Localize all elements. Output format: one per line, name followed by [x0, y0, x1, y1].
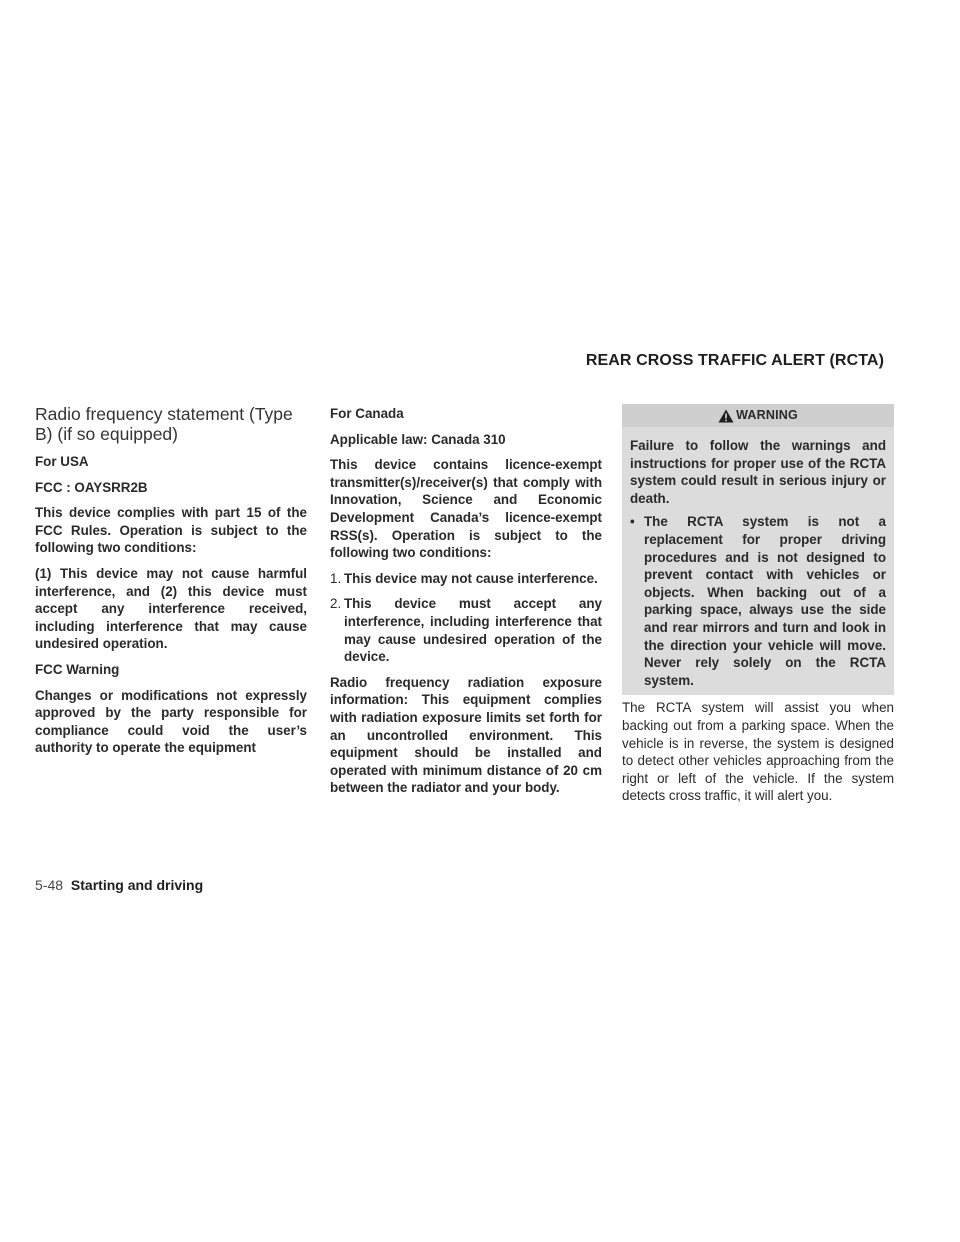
list-text: This device must accept any interference, including interference that may cause undesired operation of the device.: [344, 596, 602, 665]
subsection-title: Radio frequency statement (Type B) (if so equipped): [35, 404, 293, 444]
warning-text: Failure to follow the warnings and instructions for proper use of the RCTA system could result in serious injury or death.: [630, 438, 886, 506]
warning-bullet-text: The RCTA system is not a replacement for proper driving procedures and is not designed to prevent contact with vehicles or objects. When backing out of a parking space, always use the side and rear mirrors and turn and look in the direction your vehicle will move. Never rely solely on the RCTA system.: [644, 514, 886, 688]
for-usa-heading: For USA: [35, 454, 89, 469]
warning-box: [622, 404, 894, 695]
fcc-id: FCC : OAYSRR2B: [35, 479, 148, 495]
footer-section: Starting and driving: [70, 877, 204, 893]
for-canada-heading: For Canada: [330, 406, 404, 421]
page-footer: [35, 877, 203, 893]
conditions-statement: (1) This device may not cause harmful interference, and (2) this device must accept any interference received, including interference that may cause undesired operation.: [35, 565, 307, 652]
exposure-statement: Radio frequency radiation exposure information: This equipment complies with radiation exposure limits set forth for an uncontrolled environment. This equipment should be installed and operated with minimum distance of 20 cm between the radiator and your body.: [330, 674, 602, 796]
compliance-statement: This device complies with part 15 of the FCC Rules. Operation is subject to the following two conditions:: [35, 505, 307, 556]
warning-title: WARNING: [736, 407, 798, 422]
changes-statement: Changes or modifications not expressly approved by the party responsible for compliance could void the user’s authority to operate the equipment: [35, 687, 307, 756]
list-text: This device may not cause interference.: [344, 570, 598, 586]
column-radio-frequency: [35, 404, 307, 765]
applicable-law: Applicable law: Canada 310: [330, 431, 506, 447]
warning-header: [622, 404, 894, 427]
section-header: REAR CROSS TRAFFIC ALERT (RCTA): [585, 352, 884, 369]
list-item: [330, 570, 602, 588]
rcta-description: The RCTA system will assist you when backing out from a parking space. When the vehicle is in reverse, the system is designed to detect other vehicles approaching from the right or left of the vehicle. If the system detects cross traffic, it will alert you.: [622, 700, 894, 804]
column-canada: [330, 405, 602, 805]
list-number: 1.: [330, 570, 342, 586]
bullet-dot: •: [630, 514, 635, 530]
canada-statement: This device contains licence-exempt transmitter(s)/receiver(s) that comply with Innovation, Science and Economic Development Canada’s licence-exempt RSS(s). Operation is subject to the following two conditions:: [330, 457, 602, 561]
page-number: 5-48: [35, 877, 64, 893]
list-item: [330, 595, 602, 665]
fcc-warning-heading: FCC Warning: [35, 661, 120, 677]
list-number: 2.: [330, 596, 342, 612]
warning-bullet: [630, 513, 886, 689]
warning-icon: [718, 409, 734, 423]
column-rcta: [622, 404, 894, 813]
